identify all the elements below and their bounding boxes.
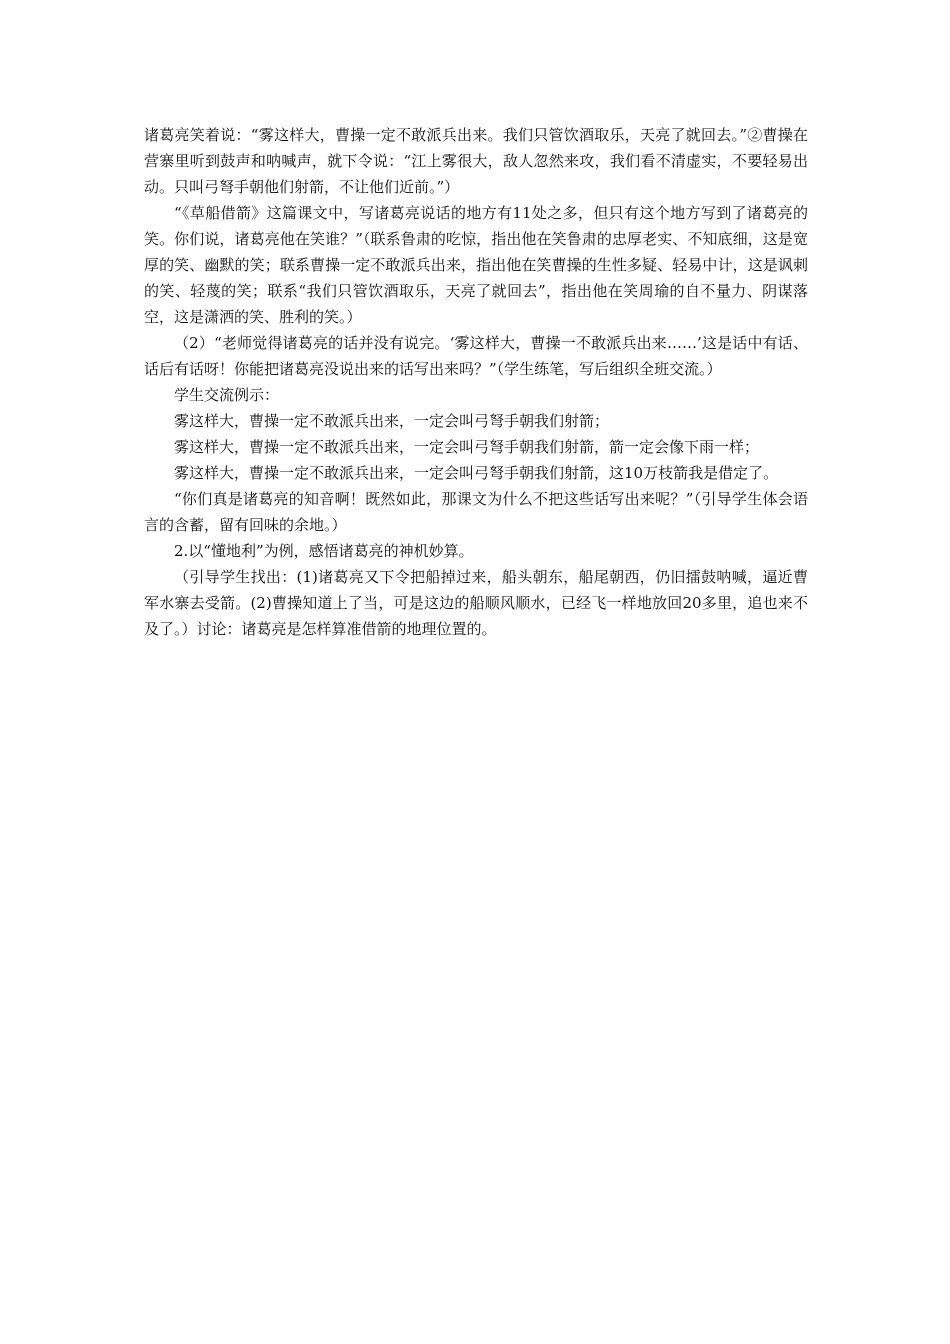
- paragraph-3: （2）“老师觉得诸葛亮的话并没有说完。‘雾这样大，曹操一不敢派兵出来……’这是话中有话、话后有话呀！你能把诸葛亮没说出来的话写出来吗？”（学生练笔，写后组织全班交流。）: [144, 334, 808, 378]
- paragraph-9: 2.以“懂地利”为例，感悟诸葛亮的神机妙算。: [174, 542, 474, 560]
- document-body: [144, 122, 808, 642]
- paragraph-6: 雾这样大，曹操一定不敢派兵出来，一定会叫弓弩手朝我们射箭，箭一定会像下雨一样；: [174, 438, 760, 456]
- paragraph-5: 雾这样大，曹操一定不敢派兵出来，一定会叫弓弩手朝我们射箭；: [174, 412, 610, 430]
- paragraph-2: “《草船借箭》这篇课文中，写诸葛亮说话的地方有11处之多，但只有这个地方写到了诸葛亮的笑。你们说，诸葛亮他在笑谁？”（联系鲁肃的吃惊，指出他在笑鲁肃的忠厚老实、不知底细，这是宽厚的笑、幽默的笑；联系曹操一定不敢派兵出来，指出他在笑曹操的生性多疑、轻易中计，这是讽刺的笑、轻蔑的笑；联系“我们只管饮酒取乐，天亮了就回去”，指出他在笑周瑜的自不量力、阴谋落空，这是潇洒的笑、胜利的笑。）: [144, 204, 808, 326]
- paragraph-8: “你们真是诸葛亮的知音啊！既然如此，那课文为什么不把这些话写出来呢？”（引导学生体会语言的含蓄，留有回味的余地。）: [144, 490, 808, 534]
- paragraph-10: （引导学生找出：(1)诸葛亮又下令把船掉过来，船头朝东，船尾朝西，仍旧擂鼓呐喊，逼近曹军水寨去受箭。(2)曹操知道上了当，可是这边的船顺风顺水，已经飞一样地放回20多里，追也来不及了。）讨论：诸葛亮是怎样算准借箭的地理位置的。: [144, 568, 808, 638]
- paragraph-4: 学生交流例示：: [174, 386, 280, 404]
- paragraph-7: 雾这样大，曹操一定不敢派兵出来，一定会叫弓弩手朝我们射箭，这10万枝箭我是借定了。: [174, 464, 779, 482]
- paragraph-1: 诸葛亮笑着说：“雾这样大，曹操一定不敢派兵出来。我们只管饮酒取乐，天亮了就回去。”②曹操在营寨里听到鼓声和呐喊声，就下令说：“江上雾很大，敌人忽然来攻，我们看不清虚实，不要轻易出动。只叫弓弩手朝他们射箭，不让他们近前。”）: [144, 126, 808, 196]
